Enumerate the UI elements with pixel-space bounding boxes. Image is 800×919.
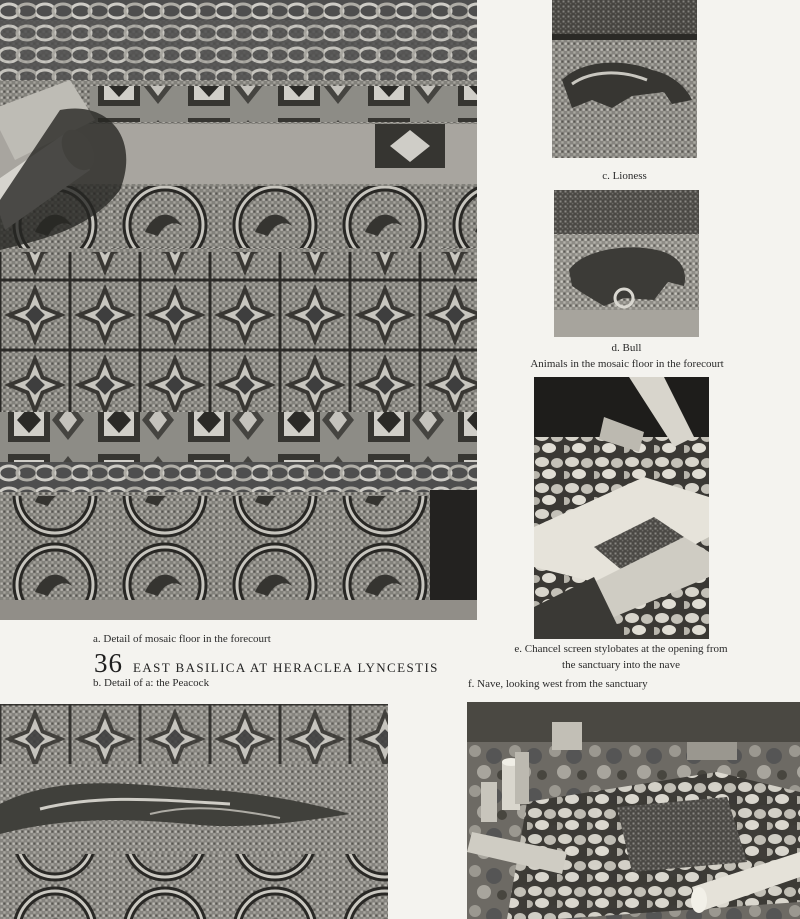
photo-a-mosaic-forecourt: [0, 0, 477, 620]
caption-c: c. Lioness: [602, 170, 647, 182]
photo-a-image: [0, 0, 477, 620]
caption-b: b. Detail of a: the Peacock: [93, 677, 210, 689]
plate-number: 36: [94, 648, 123, 678]
caption-d: d. Bull: [611, 342, 642, 354]
photo-c-lioness: [552, 0, 697, 158]
photo-d-bull: [554, 190, 699, 337]
caption-e-line1: e. Chancel screen stylobates at the opening from: [514, 643, 728, 655]
caption-animals: Animals in the mosaic floor in the forecourt: [530, 358, 724, 370]
caption-a: a. Detail of mosaic floor in the forecourt: [93, 633, 271, 645]
photo-c-image: [552, 0, 697, 158]
photo-e-image: [534, 377, 709, 639]
photo-b-image: [0, 704, 388, 919]
plate-heading: [94, 648, 439, 678]
photo-b-peacock: [0, 704, 388, 919]
plate-title: EAST BASILICA AT HERACLEA LYNCESTIS: [133, 660, 439, 675]
photo-f-image: [467, 702, 800, 919]
caption-e-line2: the sanctuary into the nave: [562, 659, 680, 671]
photo-e-chancel-screen: [534, 377, 709, 639]
photo-d-image: [554, 190, 699, 337]
caption-f: f. Nave, looking west from the sanctuary: [468, 678, 648, 690]
photo-f-nave: [467, 702, 800, 919]
